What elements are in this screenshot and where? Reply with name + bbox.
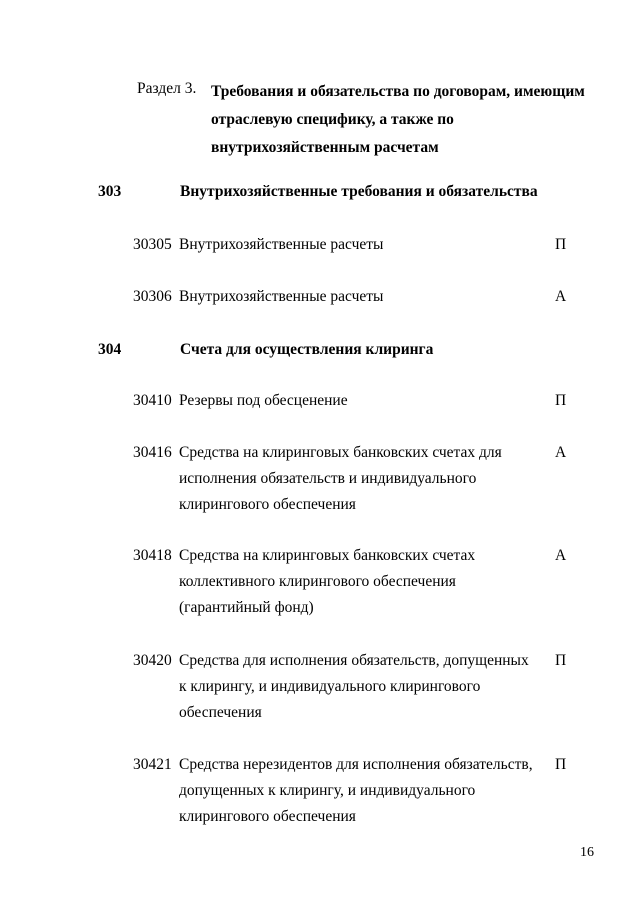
account-name: Внутрихозяйственные расчеты xyxy=(179,236,384,253)
account-code: 30410 xyxy=(133,392,172,409)
group-title: Счета для осуществления клиринга xyxy=(180,341,434,358)
account-type: А xyxy=(555,288,567,305)
account-code: 30418 xyxy=(133,547,172,564)
section-title: Требования и обязательства по договорам, имеющим отраслевую специфику, а также по внутрихозяйственным расчетам xyxy=(211,83,585,156)
group-code: 304 xyxy=(98,341,122,358)
account-code: 30306 xyxy=(133,288,172,305)
account-type: П xyxy=(555,392,567,409)
group-code: 303 xyxy=(98,183,122,200)
section-label: Раздел 3. xyxy=(137,80,197,97)
group-title: Внутрихозяйственные требования и обязательства xyxy=(180,183,538,200)
account-type: П xyxy=(555,236,567,253)
account-type: П xyxy=(555,652,567,669)
account-name: Средства нерезидентов для исполнения обязательств, допущенных к клирингу, и индивидуального клирингового обеспечения xyxy=(179,756,533,825)
account-name: Внутрихозяйственные расчеты xyxy=(179,288,384,305)
account-name: Резервы под обесценение xyxy=(179,392,348,409)
account-name: Средства для исполнения обязательств, допущенных к клирингу, и индивидуального клирингового обеспечения xyxy=(179,652,529,721)
account-code: 30421 xyxy=(133,756,172,773)
account-name: Средства на клиринговых банковских счетах для исполнения обязательств и индивидуального клирингового обеспечения xyxy=(179,444,502,513)
account-code: 30305 xyxy=(133,236,172,253)
account-name: Средства на клиринговых банковских счетах коллективного клирингового обеспечения (гарантийный фонд) xyxy=(179,547,476,616)
account-code: 30416 xyxy=(133,444,172,461)
account-type: П xyxy=(555,756,567,773)
account-code: 30420 xyxy=(133,652,172,669)
page-number: 16 xyxy=(580,845,594,860)
account-type: А xyxy=(555,444,567,461)
account-type: А xyxy=(555,547,567,564)
